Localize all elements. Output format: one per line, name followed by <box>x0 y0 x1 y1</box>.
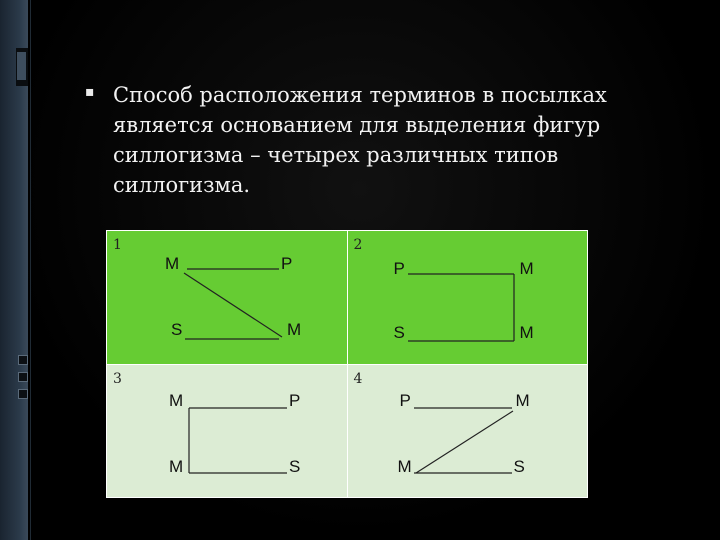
bullet-line: силлогизма. <box>113 173 251 197</box>
figure-2-diagram <box>348 231 588 363</box>
decorative-square <box>18 355 28 365</box>
connector-line <box>184 273 282 337</box>
term-label: M <box>165 254 180 273</box>
figure-number: 4 <box>353 370 363 387</box>
square-bullet-icon: ▪ <box>85 84 95 100</box>
figure-4-diagram <box>348 365 588 501</box>
term-label: S <box>289 456 301 476</box>
term-label: S <box>393 323 405 342</box>
term-label: P <box>289 390 301 410</box>
table-row <box>107 364 588 498</box>
syllogism-figures-table <box>106 230 588 498</box>
bullet-line: силлогизма – четырех различных типов <box>113 143 559 167</box>
figure-number: 2 <box>353 237 363 253</box>
bullet-line: Способ расположения терминов в посылках <box>113 83 607 107</box>
term-label: P <box>281 254 293 273</box>
term-label: S <box>171 320 183 339</box>
decorative-divider <box>30 0 31 540</box>
term-label: M <box>169 456 184 476</box>
bullet-text <box>113 80 653 200</box>
term-label: M <box>519 323 534 342</box>
decorative-square <box>18 389 28 399</box>
term-label: P <box>393 259 405 278</box>
bullet-line: является основанием для выделения фигур <box>113 113 601 137</box>
term-label: P <box>399 390 411 410</box>
figure-number: 3 <box>113 370 122 387</box>
figure-1-diagram <box>107 231 347 363</box>
term-label: M <box>397 456 412 476</box>
table-row <box>107 231 588 365</box>
figure-cell-3 <box>107 364 348 498</box>
figure-cell-1 <box>107 231 348 365</box>
figure-cell-2 <box>347 231 588 365</box>
term-label: M <box>287 320 302 339</box>
term-label: M <box>169 390 184 410</box>
decorative-square <box>18 372 28 382</box>
term-label: M <box>515 390 530 410</box>
figure-cell-4 <box>347 364 588 498</box>
term-label: S <box>513 456 525 476</box>
decorative-block <box>17 52 26 80</box>
term-label: M <box>519 259 534 278</box>
connector-line <box>416 411 513 473</box>
figure-number: 1 <box>113 237 122 253</box>
decorative-side-strip <box>0 0 28 540</box>
figure-3-diagram <box>107 365 347 501</box>
bullet-item <box>85 80 645 200</box>
